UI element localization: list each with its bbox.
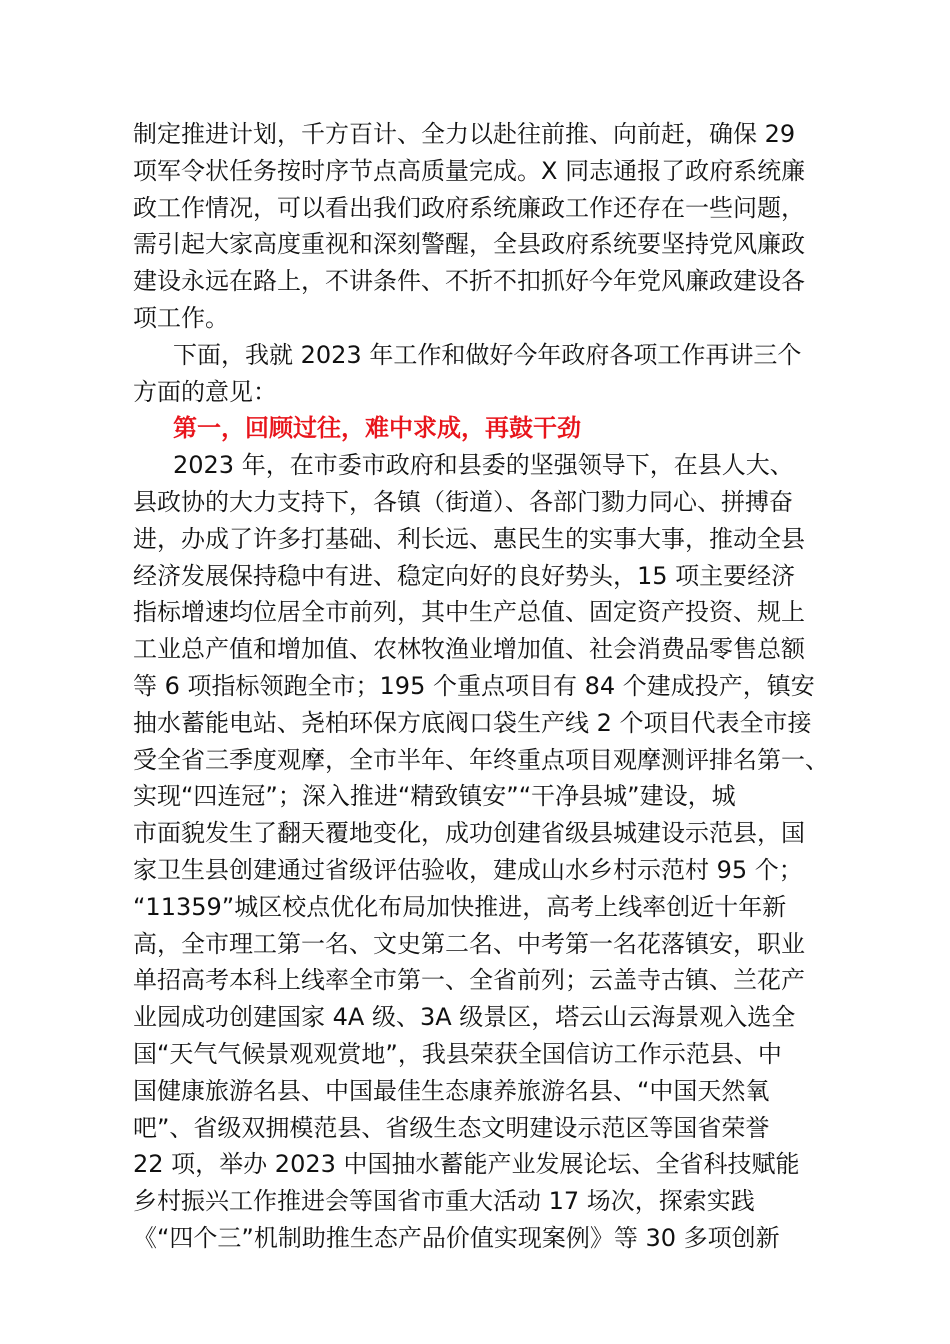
text-line: 单招高考本科上线率全市第一、全省前列；云盖寺古镇、兰花产 <box>133 966 805 995</box>
text-line: 业园成功创建国家 4A 级、3A 级景区，塔云山云海景观入选全 <box>133 1003 796 1032</box>
text-line: 吧”、省级双拥模范县、省级生态文明建设示范区等国省荣誉 <box>133 1113 770 1142</box>
text-line: 方面的意见： <box>133 377 277 406</box>
text-line: 国健康旅游名县、中国最佳生态康养旅游名县、“中国天然氧 <box>133 1076 770 1105</box>
text-line: 市面貌发生了翻天覆地变化，成功创建省级县城建设示范县，国 <box>133 819 805 848</box>
text-line: 下面，我就 2023 年工作和做好今年政府各项工作再讲三个 <box>173 340 802 369</box>
text-line: “11359”城区校点优化布局加快推进，高考上线率创近十年新 <box>133 892 787 921</box>
text-line: 需引起大家高度重视和深刻警醒，全县政府系统要坚持党风廉政 <box>133 230 805 259</box>
text-line: 县政协的大力支持下，各镇（街道）、各部门勠力同心、拼搏奋 <box>133 487 793 516</box>
text-line: 进，办成了许多打基础、利长远、惠民生的实事大事，推动全县 <box>133 524 805 553</box>
text-line: 等 6 项指标领跑全市；195 个重点项目有 84 个建成投产，镇安 <box>133 671 815 700</box>
text-line: 政工作情况，可以看出我们政府系统廉政工作还存在一些问题， <box>133 193 805 222</box>
text-line: 建设永远在路上，不讲条件、不折不扣抓好今年党风廉政建设各 <box>133 267 805 296</box>
text-line: 经济发展保持稳中有进、稳定向好的良好势头，15 项主要经济 <box>133 561 796 590</box>
text-line: 乡村振兴工作推进会等国省市重大活动 17 场次，探索实践 <box>133 1187 755 1216</box>
text-line: 工业总产值和增加值、农林牧渔业增加值、社会消费品零售总额 <box>133 635 805 664</box>
section-heading: 第一，回顾过往，难中求成，再鼓干劲 <box>173 414 581 443</box>
text-line: 高，全市理工第一名、文史第二名、中考第一名花落镇安，职业 <box>133 929 805 958</box>
text-line: 《“四个三”机制助推生态产品价值实现案例》等 30 多项创新 <box>133 1223 780 1252</box>
text-line: 抽水蓄能电站、尧柏环保方底阀口袋生产线 2 个项目代表全市接 <box>133 708 812 737</box>
text-line: 22 项，举办 2023 中国抽水蓄能产业发展论坛、全省科技赋能 <box>133 1150 800 1179</box>
text-line: 指标增速均位居全市前列，其中生产总值、固定资产投资、规上 <box>133 598 805 627</box>
text-line: 家卫生县创建通过省级评估验收，建成山水乡村示范村 95 个； <box>133 855 803 884</box>
document-body <box>133 116 873 1257</box>
text-line: 项工作。 <box>133 303 229 332</box>
text-line: 国“天气气候景观观赏地”，我县荣获全国信访工作示范县、中 <box>133 1039 782 1068</box>
text-line: 受全省三季度观摩，全市半年、年终重点项目观摩测评排名第一、 <box>133 745 829 774</box>
text-line: 项军令状任务按时序节点高质量完成。X 同志通报了政府系统廉 <box>133 156 806 185</box>
text-line: 制定推进计划，千方百计、全力以赴往前推、向前赶，确保 29 <box>133 120 796 148</box>
text-line: 2023 年，在市委市政府和县委的坚强领导下，在县人大、 <box>173 451 794 480</box>
text-line: 实现“四连冠”；深入推进“精致镇安”“干净县城”建设，城 <box>133 782 736 811</box>
